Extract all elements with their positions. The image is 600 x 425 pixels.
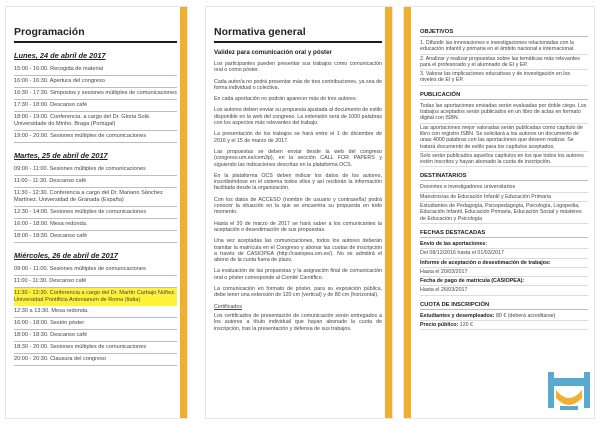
rule-paragraph: En cada aportación no podrán aparecer más de tres autores. xyxy=(214,96,358,103)
rules-subtitle: Validez para comunicación oral y póster xyxy=(214,49,332,56)
fee-heading: CUOTA DE INSCRIPCIÓN xyxy=(420,302,588,310)
schedule-item: 18:00 - 18:30. Descanso café xyxy=(14,330,177,342)
objective-item: 2. Analizar y realizar propuestas sobre las temáticas más relevantes para el profesorado y el alumnado de EI y EP. xyxy=(420,55,588,71)
accent-stripe xyxy=(180,7,187,418)
schedule-item: 16:00 - 16:30. Apertura del congreso xyxy=(14,76,177,88)
date-label: Informe de aceptación o desestimación de trabajos: xyxy=(420,259,588,268)
fee-label: Estudiantes y desempleados: xyxy=(420,312,495,319)
rules-panel xyxy=(205,6,393,419)
day-heading: Lunes, 24 de abril de 2017 xyxy=(14,51,106,60)
rule-paragraph: La evaluación de las propuestas y la asignación final de comunicación oral o póster corresponde al Comité Científico. xyxy=(214,268,382,281)
schedule-item: 16:00 - 18:00. Mesa redonda. xyxy=(14,219,177,231)
fee-value: 80 € (deberá acreditarse) xyxy=(495,312,556,319)
program-panel xyxy=(5,6,188,419)
highlighted-schedule-item: 11:30 - 12:30. Conferencia a cargo del Dr. Martín Carbajo Núñez. Universidad Pontificia Antonianum de Roma (Italia) xyxy=(14,288,177,306)
rule-paragraph: Cada autor/a no podrá presentar más de tres contribuciones, ya sea de forma individual o colectiva. xyxy=(214,78,382,91)
schedule-item: 12:30 - 14:00. Sesiones múltiples de comunicaciones xyxy=(14,207,177,219)
publication-heading: PUBLICACIÓN xyxy=(420,92,588,100)
dates-heading: FECHAS DESTACADAS xyxy=(420,230,588,238)
day-heading: Martes, 25 de abril de 2017 xyxy=(14,151,108,160)
fee-item xyxy=(420,321,588,330)
objectives-heading: OBJETIVOS xyxy=(420,29,588,37)
fee-label: Precio público: xyxy=(420,322,459,329)
program-title: Programación xyxy=(14,7,177,43)
congress-logo-icon xyxy=(546,368,592,416)
accent-stripe xyxy=(404,7,411,418)
fee-item xyxy=(420,312,588,321)
day-heading: Miércoles, 26 de abril de 2017 xyxy=(14,251,118,260)
date-label: Fecha de pago de matrícula (CASIOPEA): xyxy=(420,277,588,286)
date-value: Hasta el 26/03/2017 xyxy=(420,286,588,295)
schedule-item: 18:00 - 19:00. Conferencia. a cargo del Dr. Gloria Solé. Universidade do Minho. Braga (Portugal) xyxy=(14,112,177,131)
schedule-item: 16:00 - 18:00. Sesión póster xyxy=(14,318,177,330)
publication-item: Solo serán publicados aquellos capítulos en los que todos los autores estén inscritos y hayan abonado la cuota de inscripción. xyxy=(420,152,588,168)
rule-paragraph: La comunicación en formato de póster, para su exposición pública, debe tener una extensión de 120 cm (vertical) y de 80 cm (horizontal). xyxy=(214,286,382,299)
rule-paragraph: En la plataforma OCS deben indicar los datos de los autores, inscribiéndose en el sistema todos ellos y así recibirán la información facilitada desde la organización. xyxy=(214,172,382,192)
audience-item: Maestros/as de Educación Infantil y Educación Primaria xyxy=(420,193,588,202)
schedule-item: 17:30 - 18:00. Descanso café xyxy=(14,100,177,112)
accent-stripe xyxy=(385,7,392,418)
rule-paragraph: Las propuestas se deben enviar desde la web del congreso (congreso.um.es/cem3p), en la sección CALL FOR PAPERS y siguiendo las indicaciones descritas en la plataforma OCS. xyxy=(214,148,382,168)
audience-item: Estudiantes de Pedagogía, Psicopedagogía, Psicología, Logopedia, Educación Infantil, Educación Primaria, Educación Social y másteres de Educación y Psicología xyxy=(420,202,588,224)
objective-item: 3. Valorar las implicaciones educativas y de investigación en los niveles de EI y EP. xyxy=(420,70,588,86)
schedule-item: 09:00 - 11:00. Sesiones múltiples de comunicaciones xyxy=(14,164,177,176)
schedule-item: 19:00 - 20:00. Sesiones múltiples de comunicaciones xyxy=(14,131,177,143)
date-label: Envío de las aportaciones: xyxy=(420,240,588,249)
info-panel xyxy=(403,6,595,419)
objective-item: 1. Difundir las innovaciones e investigaciones relacionadas con la educación infantil y primaria en el ámbito nacional e internacional. xyxy=(420,39,588,55)
audience-heading: DESTINATARIOS xyxy=(420,173,588,181)
schedule-item: 18:00 - 18:30. Descanso café xyxy=(14,231,177,243)
rule-paragraph: Los participantes pueden presentar sus trabajos como comunicación oral o como póster. xyxy=(214,61,382,74)
audience-item: Docentes e investigadores universitarios xyxy=(420,183,588,192)
rules-title: Normativa general xyxy=(214,7,382,43)
schedule-item: 09:00 - 11:00. Sesiones múltiples de comunicaciones xyxy=(14,264,177,276)
schedule-item: 11:00 - 11:30. Descanso café xyxy=(14,176,177,188)
schedule-item: 11:00 - 11:30. Descanso café xyxy=(14,276,177,288)
date-value: Del 08/12/2016 hasta el 01/03/2017 xyxy=(420,249,588,258)
rule-paragraph: La presentación de los trabajos se hará entre el 1 de diciembre de 2016 y el 15 de marzo de 2017. xyxy=(214,131,382,144)
publication-item: Todas las aportaciones enviadas serán evaluadas por doble ciego. Los trabajos aceptados serán publicados en un libro de actas en formato digital con ISBN. xyxy=(420,102,588,124)
certificates-heading: Certificados xyxy=(214,303,242,310)
schedule-item: 15:00 - 16:00. Recogida de material xyxy=(14,64,177,76)
schedule-item: 16:30 - 17:30. Simposios y sesiones múltiples de comunicaciones xyxy=(14,88,177,100)
schedule-item: 18:30 - 20:00. Sesiones múltiples de comunicaciones xyxy=(14,342,177,354)
rule-paragraph: Hasta el 20 de marzo de 2017 se hará saber a los comunicantes la aceptación o desestimación de sus propuestas. xyxy=(214,220,382,233)
publication-item: Las aportaciones mejor valoradas serán publicadas como capítulo de libro con registro ISBN. Se solicitará a los autores un documento de unas 4000 palabras con las aportaciones que deseen realizar. Se tratará documento de estilo para los capítulos aceptados. xyxy=(420,124,588,152)
certificates-text: Los certificados de presentación de comunicación serán entregados a los autores a título individual que hayan abonado la cuota de inscripción, tras la presentación y defensa de sus trabajos. xyxy=(214,312,382,332)
rule-paragraph: Los autores deben enviar su propuesta ajustada al documento de estilo disponible en la web del congreso. La extensión será de 1000 palabras con los aspectos más relevantes del trabajo. xyxy=(214,107,382,127)
date-value: Hasta el 20/03/2017 xyxy=(420,268,588,277)
schedule-item: 20:00 - 20:30. Clausura del congreso xyxy=(14,354,177,366)
schedule-item: 11:30 - 12:30. Conferencia a cargo del Dr. Mariano Sánchez Martínez. Universidad de Granada (España) xyxy=(14,188,177,207)
schedule-item: 12:30 a 13:30. Mesa redonda. xyxy=(14,306,177,318)
fee-value: 120 € xyxy=(459,322,474,329)
rule-paragraph: Una vez aceptadas las comunicaciones, todos los autores deberán tramitar la matrícula en el Congreso y abonar las cuotas de inscripción a través de CASIOPEA (http://casiopea.um.es/). No se admitirá el abono de la cuota fuera de plazo. xyxy=(214,238,382,264)
rule-paragraph: Con los datos de ACCESO (nombre de usuario y contraseña) podrá conocer la situación en la que se encuentra su propuesta en todo momento. xyxy=(214,196,382,216)
